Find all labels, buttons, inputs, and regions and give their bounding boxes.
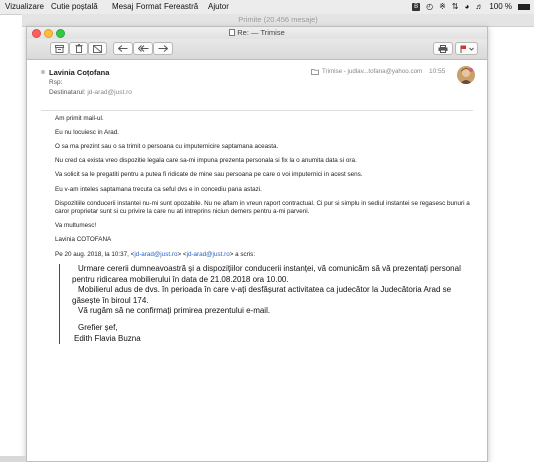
sync-icon[interactable]: ⇅ [451, 2, 459, 11]
chevron-down-icon [469, 47, 474, 51]
reply-icon [118, 45, 128, 52]
window-title: Re: — Trimise [237, 28, 285, 37]
quote-attribution [55, 251, 255, 259]
email-link[interactable]: jd-arad@just.ro [134, 251, 178, 258]
header-separator [41, 110, 473, 111]
body-line: Eu nu locuiesc in Arad. [55, 129, 120, 136]
body-line: Eu v-am inteles saptamana trecuta ca seful dvs e in concediu pana astazi. [55, 186, 262, 193]
minimize-window-button[interactable] [44, 29, 53, 38]
quote-paragraph: Vă rugăm să ne confirmați primirea prezentului e-mail. [78, 306, 271, 316]
quote-signature: Edith Flavia Buzna [74, 333, 141, 343]
recipients-line [49, 89, 132, 96]
body-line: Nu cred ca exista vreo dispozitie legala care sa-mi impuna prezenta personala si fix la o anumita data si ora. [55, 157, 357, 164]
body-line: Am primit mail-ul. [55, 115, 104, 122]
forward-button[interactable] [153, 42, 173, 55]
mailbox-location [311, 68, 422, 75]
body-line: O sa ma prezint sau o sa trimit o persoana cu imputernicire saptamana aceasta. [55, 143, 279, 150]
sender-name[interactable]: Lavinia Coțofana [49, 68, 110, 77]
archive-button[interactable] [50, 42, 69, 55]
menu-help[interactable]: Ajutor [208, 2, 229, 11]
mailbox-name: Trimise - judlav...tofana@yahoo.com [322, 68, 423, 75]
desktop-edge [0, 456, 26, 462]
quote-paragraph: Urmare cererii dumneavoastră și a dispozițiilor conducerii instanței, vă comunicăm să vă prezentați personal pentru ridicarea mobilierului în data de 21.08.2018 ora 10.00. [72, 264, 461, 284]
avatar [457, 66, 475, 84]
body-line: Dispozitiile conducerii instantei nu-mi sunt opozabile. Nu ne aflam in vreun raport contractual. Ci pur si simplu in sediul instantei se regasesc bunuri a [55, 200, 470, 207]
mailbox-window-title: Primite (20.456 mesaje) [238, 15, 318, 24]
status-area [412, 0, 530, 14]
close-window-button[interactable] [32, 29, 41, 38]
message-header [27, 60, 487, 120]
flag-icon [460, 45, 467, 53]
recipient-address[interactable]: jd-arad@just.ro [87, 89, 132, 96]
message-time: 10:55 [429, 68, 446, 75]
wifi-icon[interactable]: ◕ [464, 2, 470, 11]
bluetooth-icon[interactable]: ※ [439, 2, 446, 11]
attribution-text: > a scris: [229, 251, 256, 258]
menu-window[interactable]: Fereastră [164, 2, 199, 11]
zoom-window-button[interactable] [56, 29, 65, 38]
volume-icon[interactable]: ♬ [475, 2, 484, 11]
reply-all-icon [138, 45, 149, 52]
menu-bar [0, 0, 534, 15]
junk-button[interactable] [88, 42, 107, 55]
menu-view[interactable]: Vizualizare [5, 2, 44, 11]
app-b-icon[interactable]: B [414, 4, 419, 10]
trash-icon [75, 44, 83, 53]
email-link[interactable]: jd-arad@just.ro [186, 251, 230, 258]
quote-signature: Grefier șef, [78, 322, 118, 332]
battery-icon[interactable] [518, 4, 530, 10]
print-button[interactable] [433, 42, 453, 55]
quoted-message [59, 264, 466, 344]
flag-button[interactable] [455, 42, 478, 55]
menu-message[interactable]: Mesaj [112, 2, 134, 11]
toolbar [27, 39, 487, 60]
menu-format[interactable]: Format [136, 2, 162, 11]
recipients-label: Destinatarul: [49, 89, 86, 96]
signature-line: Lavinia COTOFANA [55, 236, 112, 243]
quote-paragraph: Mobilierul adus de dvs. în perioada în care v-ați desfășurat activitatea ca judecător la Judecătoria Arad se găsește în biroul 174. [72, 285, 452, 305]
folder-icon [311, 69, 319, 75]
print-icon [438, 45, 448, 53]
body-line: caror proprietar sunt si cu privire la care nu ati intreprins niciun demers pentru a-mi parveni. [55, 208, 310, 215]
menu-mailbox[interactable]: Cutie poștală [51, 2, 98, 11]
window-controls [32, 29, 65, 38]
body-line: Va solicit sa le pregatiti pentru a putea fi ridicate de mine sau persoana pe care o voi imputernici in acest sens. [55, 171, 363, 178]
attribution-text: Pe 20 aug. 2018, la 10:37, < [55, 251, 135, 258]
archive-icon [55, 45, 64, 53]
junk-icon [93, 45, 102, 53]
message-window [26, 26, 488, 462]
time-machine-icon[interactable]: ◴ [426, 2, 434, 11]
message-subject: Rsp: [49, 79, 63, 86]
reply-button[interactable] [113, 42, 133, 55]
delete-button[interactable] [69, 42, 88, 55]
document-icon [229, 29, 235, 36]
battery-percentage: 100 % [489, 2, 512, 11]
avatar-photo [457, 66, 475, 84]
attribution-text: > < [177, 251, 187, 258]
read-status-icon [41, 70, 45, 74]
forward-icon [158, 45, 168, 52]
body-line: Va multumesc! [55, 222, 97, 229]
reply-all-button[interactable] [133, 42, 153, 55]
